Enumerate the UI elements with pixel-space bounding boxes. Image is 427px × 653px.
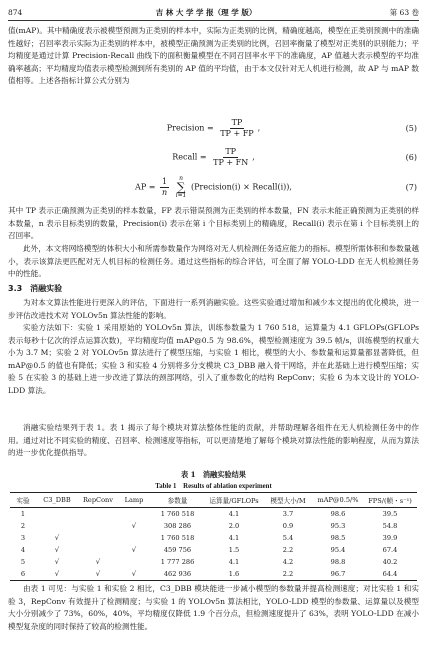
col-header-map: mAP@0.5/% <box>313 493 363 508</box>
table-cell: 39.9 <box>382 534 398 542</box>
equation-ap <box>0 176 427 202</box>
table-cell: 3 <box>20 534 26 542</box>
col-header-c3dbb: C3_DBB <box>36 493 78 508</box>
table-cell: 5 <box>20 558 26 566</box>
table-cell <box>36 520 78 532</box>
table-cell: 3.7 <box>282 510 294 518</box>
eq6-lhs: Recall = <box>172 152 207 162</box>
header-rule <box>8 20 419 21</box>
paragraph-size-metrics: 此外，本文将网络模型的体积大小和所需参数量作为网络对无人机检测任务适应能力的指标。模型所需体积和参数量越小，表示该算法更匹配对无人机目标的检测任务。通过这些指标的综合评估，可全面了解 YOLO-LDD 在无人机检测任务中的性能。 <box>8 244 419 279</box>
eq7-frac-den: n <box>162 188 168 197</box>
table-cell: 6 <box>10 568 36 581</box>
eq5-label: (5) <box>405 124 417 133</box>
equation-precision <box>0 118 427 142</box>
journal-title: 吉 林 大 学 学 报（理 学 版） <box>155 7 257 17</box>
table-cell: 95.3 <box>330 522 346 530</box>
table-cell <box>118 532 150 544</box>
col-header-flops: 运算量/GFLOPs <box>205 493 263 508</box>
table-cell: 4.1 <box>228 558 240 566</box>
table-cell <box>78 544 118 556</box>
table-cell <box>118 556 150 568</box>
eq5-denominator: TP + FP <box>220 129 254 138</box>
table-cell: 2.2 <box>263 568 313 581</box>
table-cell: 98.5 <box>330 534 346 542</box>
page-number: 874 <box>8 7 23 17</box>
table-cell: 0.9 <box>282 522 294 530</box>
table-cell: 4.2 <box>282 558 294 566</box>
eq5-tail: , <box>257 123 261 133</box>
table-row <box>10 556 417 568</box>
paragraph-metrics: 值(mAP)。其中精确度表示被模型预测为正类别的样本中，实际为正类别的比例，精确度越高，模型在正类别预测中的准确性越好；召回率表示实际为正类别的样本中，被模型正确预测为正类别的比例，召回率衡量了模型对正类别的识别能力；平均精度是通过计算 Precision-Recall 曲线下的面积衡量模型在不同召回率水平下的准确度，AP 值越大表示模型的平均准确率越高；平均精度均值表示模型检测到所有类别的 AP 值的平均值，由于本文仅针对无人机进行检测，故 AP 与 mAP 数值相等。上述各指标计算公式分别为 <box>8 26 419 86</box>
eq7-sum-bottom: i=1 <box>175 192 187 199</box>
volume-label: 第 63 卷 <box>389 7 419 17</box>
table-cell: 462 936 <box>150 568 205 581</box>
table-cell: √ <box>54 558 60 566</box>
table-cell: 98.6 <box>330 510 346 518</box>
table-cell: 1.5 <box>228 546 240 554</box>
paragraph-method: 实验方法如下：实验 1 采用原始的 YOLOv5n 算法，训练参数量为 1 760 518，运算量为 4.1 GFLOPs(GFLOPs 表示每秒十亿次的浮点运算次数)，平均精度均值 mAP@0.5 为 98.6%，模型检测速度为 39.5 帧/s，训练模型的权重大小为 3.7 M；实验 2 对 YOLOv5n 算法进行了模型压缩，与实验 1 相比，模型的大小、参数量和运算量都显著降低，但 mAP@0.5 的值也有降低；实验 3 和实验 4 分别将多分支模块 C3_DBB 融入骨干网络，并在此基础上进行模型压缩；实验 5 在实验 3 的基础上进一步改进了算法的颈部网络，引入了重参数化的结构 RepConv；实验 6 为本文设计的 YOLO-LDD 算法。 <box>8 323 419 395</box>
paragraph-variables: 其中 TP 表示正确预测为正类别的样本数量，FP 表示错误预测为正类别的样本数量，FN 表示未能正确预测为正类别的样本数量，n 表示目标类别的数量，Precision(i) 表示在第 i 个目标类别上的精确度，Recall(i) 表示在第 i 个目标类别上的召回率。 <box>8 206 419 241</box>
eq6-label: (6) <box>405 153 417 162</box>
col-header-params: 参数量 <box>150 493 205 508</box>
table-caption-cn: 表 1 消融实验结果 <box>180 470 246 479</box>
table-cell: 2.2 <box>282 546 294 554</box>
running-header <box>8 6 419 18</box>
table-cell: √ <box>118 568 150 581</box>
table-cell: 4 <box>20 546 26 554</box>
table-cell: √ <box>54 546 60 554</box>
table-cell: 2.0 <box>228 522 240 530</box>
table-cell: √ <box>95 558 101 566</box>
table-cell: √ <box>78 568 118 581</box>
eq6-denominator: TP + FN <box>213 158 249 167</box>
table-cell <box>78 532 118 544</box>
table-cell: 1 777 286 <box>160 558 195 566</box>
table-cell: 54.8 <box>382 522 398 530</box>
eq7-sum-top: n <box>179 175 184 182</box>
table-row <box>10 508 417 521</box>
eq7-lhs: AP = <box>135 182 156 192</box>
table-cell: 5.4 <box>282 534 294 542</box>
table-cell: 67.4 <box>382 546 398 554</box>
table-row <box>10 532 417 544</box>
table-row <box>10 544 417 556</box>
table-cell: 1 760 518 <box>160 534 195 542</box>
table-cell: √ <box>54 534 60 542</box>
eq7-sum-symbol: ∑ <box>176 180 186 194</box>
section-heading-ablation: 3.3 消融实验 <box>8 284 63 293</box>
table-cell: 39.5 <box>382 510 398 518</box>
table-cell <box>118 508 150 521</box>
table-cell: 1 <box>20 510 26 518</box>
table-cell <box>36 508 78 521</box>
table-cell: 4.1 <box>228 510 240 518</box>
eq5-numerator: TP <box>231 118 243 127</box>
table-cell: 96.7 <box>313 568 363 581</box>
col-header-experiment: 实验 <box>10 493 36 508</box>
table-cell <box>78 520 118 532</box>
eq7-label: (7) <box>405 183 417 192</box>
eq6-tail: , <box>252 152 255 162</box>
table-cell: 64.4 <box>363 568 417 581</box>
table-caption-en: Table 1 Results of ablation experiment <box>155 483 272 490</box>
table-cell: 308 286 <box>163 522 192 530</box>
table-header-row <box>10 493 417 508</box>
table-cell: 98.8 <box>330 558 346 566</box>
table-cell: 4.1 <box>228 534 240 542</box>
table-cell: 1.6 <box>205 568 263 581</box>
paragraph-ablation-intro: 为对本文算法性能进行更深入的评估，下面进行一系列消融实验。这些实验通过增加和减少本文提出的优化模块，进一步评估改进技术对 YOLOv5n 算法性能的影响。 <box>8 298 419 320</box>
table-cell <box>78 508 118 521</box>
col-header-size: 模型大小/M <box>263 493 313 508</box>
paragraph-conclusion: 由表 1 可见：与实验 1 和实验 2 相比，C3_DBB 模块能进一步减小模型的参数量并提高检测速度；对比实验 1 和实验 3，RepConv 有效提升了检测精度；与实验 1 的 YOLOv5n 算法相比，YOLO-LDD 模型的参数量、运算量以及模型大小分别减少了 73%，60%，40%，平均精度仅降低 1.9 个百分点，但检测速度提升了 63%，表明 YOLO-LDD 在减小模型复杂度的同时保持了较高的检测性能。 <box>8 584 419 631</box>
table-cell: 40.2 <box>382 558 398 566</box>
table-cell: √ <box>131 546 137 554</box>
table-cell: √ <box>36 568 78 581</box>
eq7-body: (Precision(i) × Recall(i)), <box>191 182 292 192</box>
table-cell: 459 756 <box>163 546 192 554</box>
ablation-table <box>10 492 417 581</box>
eq6-numerator: TP <box>225 147 237 156</box>
equation-recall <box>0 147 427 171</box>
table-cell: 2 <box>20 522 26 530</box>
table-cell: √ <box>131 522 137 530</box>
paragraph-results-intro: 消融实验结果列于表 1。表 1 揭示了每个模块对算法整体性能的贡献，并帮助理解各组件在无人机检测任务中的作用。通过对比不同实验的精度、召回率、检测速度等指标，可以更清楚地了解每个模块对算法性能的影响程度，从而为算法的进一步优化提供指导。 <box>8 423 419 458</box>
eq5-lhs: Precision = <box>166 123 214 133</box>
table-cell: 1 760 518 <box>160 510 195 518</box>
table-cell: 95.4 <box>330 546 346 554</box>
col-header-lamp: Lamp <box>118 493 150 508</box>
eq7-frac-num: 1 <box>162 177 168 186</box>
table-row <box>10 520 417 532</box>
table-row <box>10 568 417 581</box>
col-header-fps: FPS/(帧・s⁻¹) <box>363 493 417 508</box>
col-header-repconv: RepConv <box>78 493 118 508</box>
